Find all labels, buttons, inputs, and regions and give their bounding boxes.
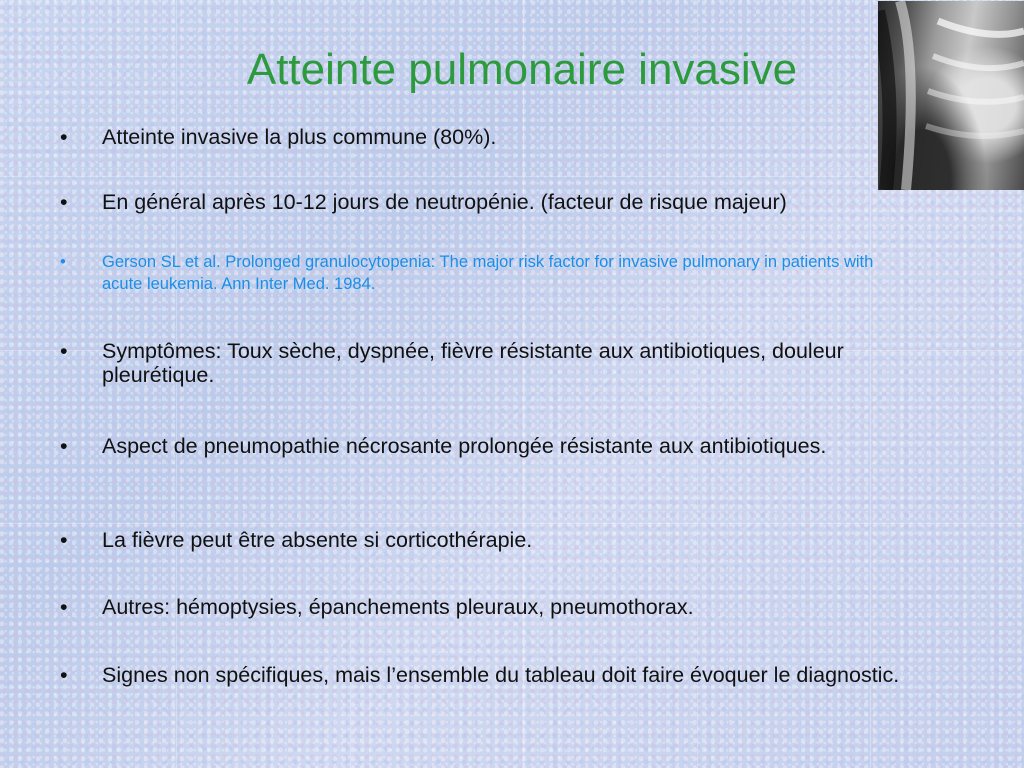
bullet-dot-icon: • xyxy=(60,253,66,271)
bullet-dot-icon: • xyxy=(60,190,68,214)
bullet-text: Gerson SL et al. Prolonged granulocytopenia: The major risk factor for invasive pulmonary in patients with acute leukemia. Ann Inter Med. 1984. xyxy=(102,253,874,293)
bullet-text: Autres: hémoptysies, épanchements pleuraux, pneumothorax. xyxy=(102,595,694,619)
bullet-dot-icon: • xyxy=(60,528,68,552)
bullet-text: Signes non spécifiques, mais l’ensemble du tableau doit faire évoquer le diagnostic. xyxy=(102,663,900,687)
bullet-dot-icon: • xyxy=(60,663,68,687)
bullet-text: Atteinte invasive la plus commune (80%). xyxy=(102,125,497,149)
chest-xray-image xyxy=(878,1,1024,190)
bullet-text: En général après 10-12 jours de neutropénie. (facteur de risque majeur) xyxy=(102,190,787,214)
slide-title: Atteinte pulmonaire invasive xyxy=(246,45,798,94)
bullet-dot-icon: • xyxy=(60,339,68,363)
bullet-text: La fièvre peut être absente si corticothérapie. xyxy=(102,528,533,552)
bullet-text: Aspect de pneumopathie nécrosante prolongée résistante aux antibiotiques. xyxy=(102,434,827,458)
bullet-dot-icon: • xyxy=(60,125,68,149)
bullet-text: Symptômes: Toux sèche, dyspnée, fièvre résistante aux antibiotiques, douleur pleurétique. xyxy=(102,339,844,387)
bullet-dot-icon: • xyxy=(60,595,68,619)
bullet-dot-icon: • xyxy=(60,434,68,458)
